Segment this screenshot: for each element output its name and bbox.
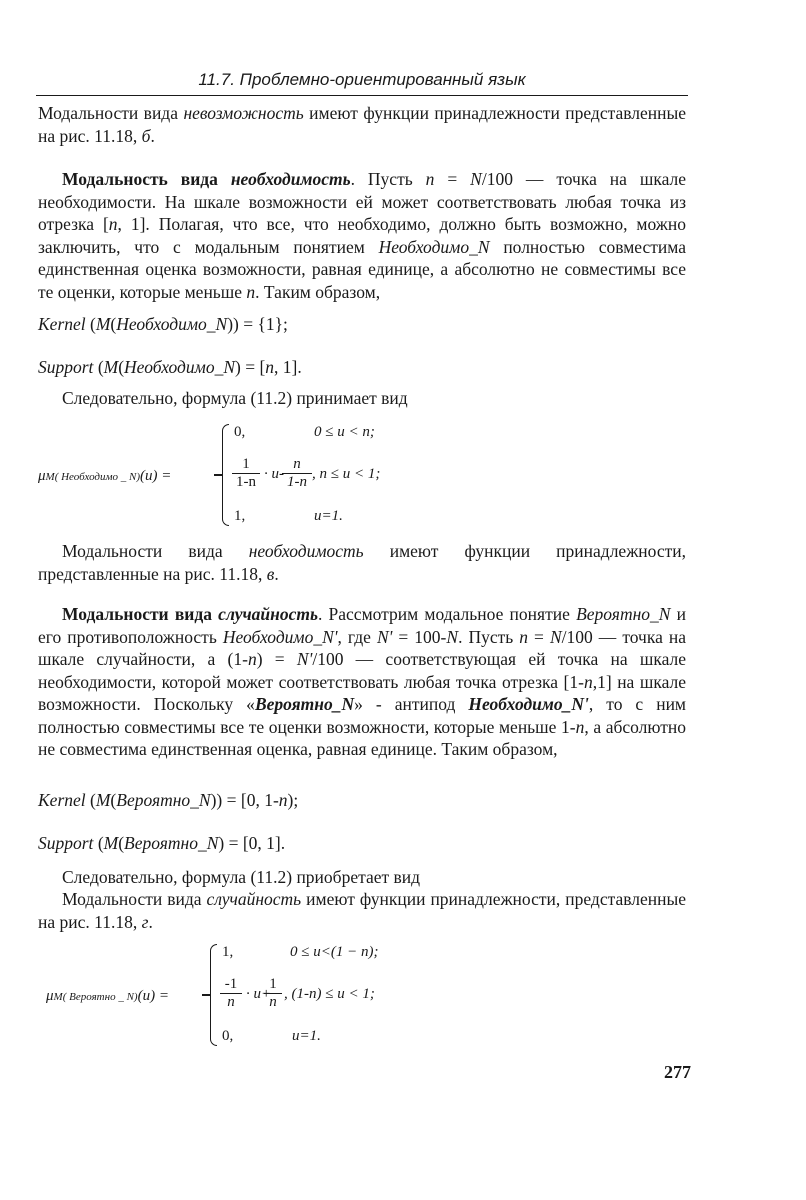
paragraph-impossibility-functions: Модальности вида невозможность имеют функции принадлежности представленные на рис. 11.18, б. [38,103,686,146]
running-header: 11.7. Проблемно-ориентированный язык [36,70,688,96]
formula-support-probable: Support (M(Вероятно_N) = [0, 1]. [38,833,286,853]
paragraph-formula-acquires-form: Следовательно, формула (11.2) приобретает вид [62,867,421,887]
paragraph-contingency: Модальности вида случайность. Рассмотрим модальное понятие Вероятно_N и его противоположность Необходимо_N', где N' = 100-N. Пусть n = N/100 — точка на шкале случайности, а (1-n) = N'/100 — соответствующая ей точка на шкале необходимости, которой может соответствовать любая точка отрезка [1-n,1] на шкале возможности. Поскольку «Вероятно_N» - антипод Необходимо_N', то с ним полностью совместимы все те оценки возможности, которые меньше 1-n, а абсолютно не совместима единственная оценка, равная единице. Таким образом, [38,604,687,759]
paragraph-formula-takes-form: Следовательно, формула (11.2) принимает вид [62,388,408,408]
paragraph-necessity-functions: Модальности вида необходимость имеют функции принадлежности, представленные на рис. 11.18, в. [38,541,686,584]
formula-kernel-necessity: Kernel (M(Необходимо_N)) = {1}; [38,314,288,334]
left-brace [222,424,229,526]
paragraph-contingency-functions: Модальности вида случайность имеют функции принадлежности, представленные на рис. 11.18, г. [38,889,686,932]
paragraph-necessity: Модальность вида необходимость. Пусть n = N/100 — точка на шкале необходимости. На шкале возможности ей может соответствовать любая точка из отрезка [n, 1]. Полагая, что все, что необходимо, должно быть возможно, можно заключить, что с модальным понятием Необходимо_N полностью совместима единственная оценка возможности, равная единице, а абсолютно не совместимы все те оценки, которые меньше n. Таким образом, [38,169,687,302]
left-brace [210,944,217,1046]
formula-kernel-probable: Kernel (M(Вероятно_N)) = [0, 1-n); [38,790,299,810]
page-number: 277 [664,1062,691,1082]
equation-mu-probable: μM( Вероятно _ N)(u) = 1, 0 ≤ u<(1 − n); $\frac{-1}{n}$ · u+ $\frac{1}{n}$ , (1-n) ≤ u < 1; 0, u=1. [46,944,379,1044]
equation-mu-necessity: μM( Необходимо _ N)(u) = 0, 0 ≤ u < n; $\frac{1}{1-n}$ · u- $\frac{n}{1-n}$ , n ≤ u < 1; 1, u=1. [38,424,381,524]
formula-support-necessity: Support (M(Необходимо_N) = [n, 1]. [38,357,302,377]
